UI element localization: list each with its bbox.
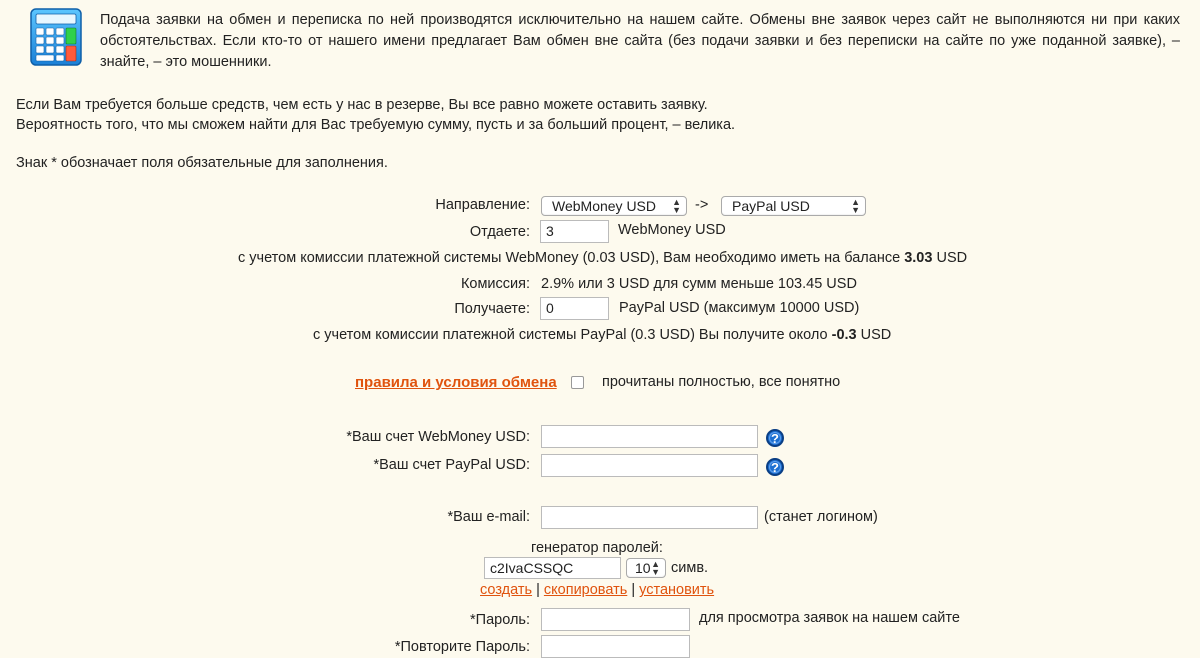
commission-label: Комиссия:: [460, 276, 530, 292]
receive-amount-input[interactable]: 0: [540, 297, 609, 320]
direction-label: Направление:: [435, 197, 530, 213]
select-arrows-icon: ▲ ▼: [851, 197, 860, 215]
receive-note-amount: -0.3: [831, 327, 857, 343]
separator: |: [631, 582, 636, 598]
give-currency-unit: WebMoney USD: [618, 222, 726, 238]
generated-password-field[interactable]: c2IvaCSSQC: [484, 557, 621, 579]
receive-note-suffix: USD: [860, 327, 892, 343]
receive-note-prefix: с учетом комиссии платежной системы PayPal (0.3 USD) Вы получите около: [313, 327, 828, 343]
receive-commission-note: [313, 327, 891, 343]
give-note-prefix: с учетом комиссии платежной системы WebMoney (0.03 USD), Вам необходимо иметь на балансе: [238, 250, 901, 266]
password-length-select[interactable]: [626, 558, 666, 578]
webmoney-account-label: *Ваш счет WebMoney USD:: [346, 429, 530, 445]
select-arrows-icon: ▲ ▼: [672, 197, 681, 215]
from-currency-select[interactable]: [541, 196, 687, 216]
webmoney-help-icon[interactable]: ?: [766, 429, 784, 447]
password-generator-actions: [480, 582, 714, 598]
exchange-rules-link[interactable]: правила и условия обмена: [355, 374, 557, 391]
webmoney-account-input[interactable]: [541, 425, 758, 448]
email-label: *Ваш e-mail:: [447, 509, 530, 525]
paypal-account-label: *Ваш счет PayPal USD:: [373, 457, 530, 473]
set-password-link[interactable]: установить: [639, 582, 715, 598]
repeat-password-label: *Повторите Пароль:: [394, 639, 530, 655]
to-currency-value: PayPal USD: [732, 198, 810, 214]
select-arrows-icon: ▲ ▼: [651, 559, 660, 577]
give-note-amount: 3.03: [904, 250, 933, 266]
reserve-note-line2: Вероятность того, что мы сможем найти для Вас требуемую сумму, пусть и за больший процент, – велика.: [16, 117, 736, 133]
give-commission-note: [238, 250, 967, 266]
copy-password-link[interactable]: скопировать: [543, 582, 628, 598]
give-amount-input[interactable]: 3: [540, 220, 609, 243]
required-fields-note: Знак * обозначает поля обязательные для заполнения.: [16, 155, 388, 171]
email-input[interactable]: [541, 506, 758, 529]
rules-accepted-checkbox[interactable]: [571, 376, 584, 389]
receive-currency-unit: PayPal USD (максимум 10000 USD): [619, 300, 860, 316]
paypal-account-input[interactable]: [541, 454, 758, 477]
separator: |: [536, 582, 540, 598]
email-hint: (станет логином): [764, 509, 878, 525]
repeat-password-input[interactable]: [541, 635, 690, 658]
direction-arrow: ->: [695, 197, 709, 213]
password-generator-title: генератор паролей:: [531, 540, 663, 556]
receive-label: Получаете:: [454, 301, 530, 317]
password-input[interactable]: [541, 608, 690, 631]
from-currency-value: WebMoney USD: [552, 198, 657, 214]
password-length-value: 10: [635, 560, 651, 576]
password-length-unit: симв.: [671, 560, 709, 576]
fraud-warning-text: Подача заявки на обмен и переписка по ней производятся исключительно на нашем сайте. Обмены вне заявок через сайт не выполняются ни при каких обстоятельствах. Если кто-то от нашего имени предлагает Вам обмен вне сайта (без подачи заявки и без переписки на сайте по уже поданной заявке), – знайте, – это мошенники.: [100, 12, 1180, 70]
to-currency-select[interactable]: [721, 196, 866, 216]
commission-value: 2.9% или 3 USD для сумм меньше 103.45 USD: [541, 276, 857, 292]
rules-accepted-label: прочитаны полностью, все понятно: [602, 374, 841, 390]
password-label: *Пароль:: [470, 612, 530, 628]
paypal-help-icon[interactable]: ?: [766, 458, 784, 476]
password-hint: для просмотра заявок на нашем сайте: [699, 610, 960, 626]
reserve-note-line1: Если Вам требуется больше средств, чем есть у нас в резерве, Вы все равно можете оставить заявку.: [16, 97, 708, 113]
create-password-link[interactable]: создать: [480, 582, 533, 598]
give-note-suffix: USD: [936, 250, 968, 266]
give-label: Отдаете:: [469, 224, 530, 240]
calculator-icon: [30, 8, 82, 66]
